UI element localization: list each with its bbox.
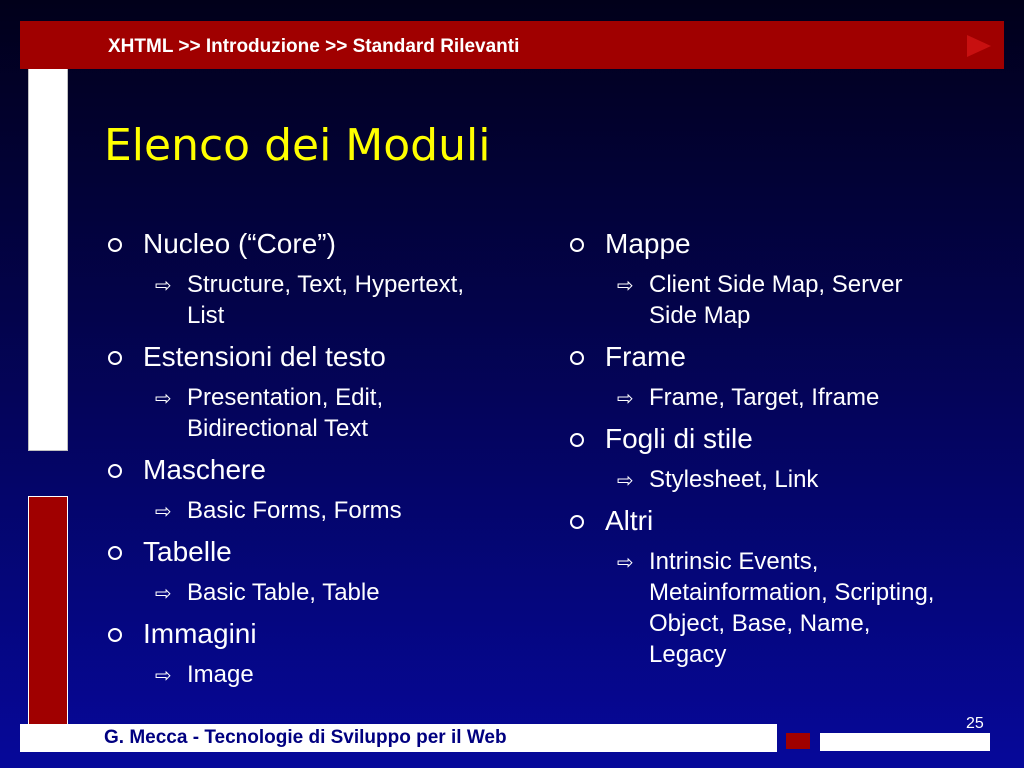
arrow-bullet-icon: ⇨ — [617, 386, 634, 410]
arrow-bullet-icon: ⇨ — [617, 550, 634, 574]
item-label: Mappe — [605, 228, 691, 259]
page-number: 25 — [966, 715, 984, 732]
item-sub: Presentation, Edit, Bidirectional Text — [187, 384, 384, 442]
breadcrumb: XHTML >> Introduzione >> Standard Rilevanti — [108, 36, 520, 57]
item-label: Maschere — [143, 454, 266, 485]
item-sub: Basic Forms, Forms — [187, 497, 402, 524]
circle-bullet-icon — [570, 351, 584, 365]
left-red-bar — [28, 496, 68, 734]
arrow-bullet-icon: ⇨ — [155, 581, 172, 605]
item-label: Frame — [605, 341, 686, 372]
item-label: Nucleo (“Core”) — [143, 228, 336, 259]
item-label: Altri — [605, 505, 654, 536]
list-item — [106, 618, 536, 690]
footer-text: G. Mecca - Tecnologie di Sviluppo per il Web — [104, 727, 507, 748]
arrow-bullet-icon: ⇨ — [155, 273, 172, 297]
circle-bullet-icon — [570, 238, 584, 252]
item-sub: Intrinsic Events, Metainformation, Scripting, Object, Base, Name, Legacy — [649, 548, 935, 668]
item-sub: Structure, Text, Hypertext, List — [187, 271, 464, 329]
item-label: Estensioni del testo — [143, 341, 386, 372]
item-label: Tabelle — [143, 536, 232, 567]
list-item — [106, 454, 536, 526]
arrow-bullet-icon: ⇨ — [155, 663, 172, 687]
list-item — [568, 423, 998, 495]
circle-bullet-icon — [108, 628, 122, 642]
slide-title: Elenco dei Moduli — [104, 120, 491, 171]
left-white-bar — [28, 37, 68, 451]
circle-bullet-icon — [108, 464, 122, 478]
right-column — [568, 228, 998, 670]
circle-bullet-icon — [570, 433, 584, 447]
item-label: Fogli di stile — [605, 423, 753, 454]
list-item — [106, 228, 536, 331]
next-slide-icon[interactable] — [967, 35, 991, 57]
list-item — [106, 341, 536, 444]
item-sub: Image — [187, 661, 254, 688]
footer-white-block — [820, 733, 990, 751]
list-item — [568, 228, 998, 331]
circle-bullet-icon — [108, 238, 122, 252]
list-item — [568, 341, 998, 413]
arrow-bullet-icon: ⇨ — [617, 273, 634, 297]
arrow-bullet-icon: ⇨ — [155, 499, 172, 523]
left-column — [106, 228, 536, 690]
arrow-bullet-icon: ⇨ — [155, 386, 172, 410]
circle-bullet-icon — [570, 515, 584, 529]
item-sub: Frame, Target, Iframe — [649, 384, 880, 411]
item-sub: Basic Table, Table — [187, 579, 380, 606]
circle-bullet-icon — [108, 546, 122, 560]
list-item — [568, 505, 998, 670]
circle-bullet-icon — [108, 351, 122, 365]
footer-red-block — [786, 733, 810, 749]
arrow-bullet-icon: ⇨ — [617, 468, 634, 492]
item-sub: Stylesheet, Link — [649, 466, 819, 493]
item-sub: Client Side Map, Server Side Map — [649, 271, 903, 329]
item-label: Immagini — [143, 618, 257, 649]
list-item — [106, 536, 536, 608]
